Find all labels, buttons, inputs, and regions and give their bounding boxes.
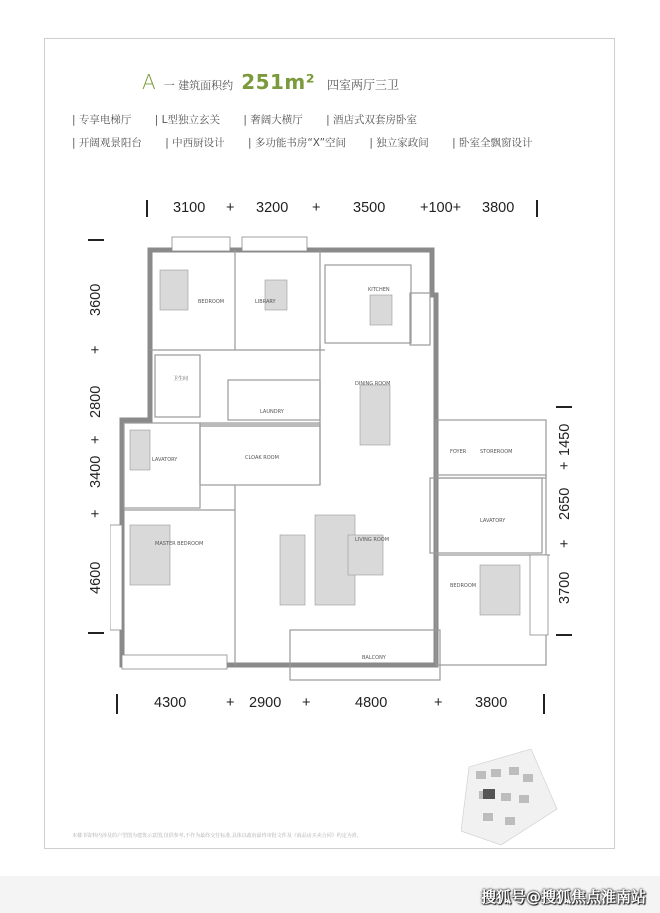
feature-item: | 奢阔大横厅 [243,114,303,126]
top-dim-3: 3500 [353,200,386,216]
right-dim-1: 1450 [557,423,573,456]
room-label-toilet: 卫生间 [173,376,189,382]
feature-item: | L型独立玄关 [154,114,220,126]
top-dim-1: 3100 [173,200,206,216]
top-dim-plus: + [226,200,235,216]
feature-item: | 开阔观景阳台 [72,137,142,149]
top-dim-4: +100+ [420,200,462,216]
floor-plan [110,225,550,685]
features-row-1 [72,112,437,127]
room-label-storeroom: STOREROOM [480,449,513,455]
feature-item: | 专享电梯厅 [72,114,132,126]
feature-item: | 卧室全飘窗设计 [452,137,533,149]
top-dim-5: 3800 [482,200,515,216]
watermark-bar [0,876,660,913]
left-dim-1: 3600 [88,283,104,316]
room-label-library: LIBRARY [255,299,276,305]
dim-tick [146,200,148,217]
bottom-dim-3: 4800 [355,695,388,711]
left-dim-4: 4600 [88,561,104,594]
bottom-dim-plus: + [226,695,235,711]
feature-item: | 酒店式双套房卧室 [326,114,417,126]
bottom-dim-1: 4300 [154,695,187,711]
layout-type: 四室两厅三卫 [327,78,400,92]
room-label-lavatory-right: LAVATORY [480,518,506,524]
room-label-balcony: BALCONY [362,655,386,661]
site-key-map [461,749,561,847]
highlight-unit [483,789,495,799]
bottom-dim-plus: + [434,695,443,711]
right-dim-2: 2650 [557,487,573,520]
dim-tick [88,239,104,241]
dim-tick [556,634,572,636]
left-dim-plus: + [88,435,104,444]
feature-item: | 多功能书房“X”空间 [247,137,347,149]
dim-tick [88,632,104,634]
feature-item: | 中西厨设计 [165,137,225,149]
room-label-cloak: CLOAK ROOM [245,455,279,461]
room-label-dining: DINING ROOM [355,381,391,387]
dim-tick [556,406,572,408]
room-label-bedroom-right: BEDROOM [450,583,477,589]
room-label-master: MASTER BEDROOM [155,541,204,547]
room-label-bedroom-top: BEDROOM [198,299,225,305]
plan-letter: A [142,70,156,94]
feature-item: | 独立家政间 [369,137,429,149]
area-label: 一 建筑面积约 [163,79,234,92]
bottom-dim-4: 3800 [475,695,508,711]
bottom-dim-2: 2900 [249,695,282,711]
room-label-lavatory-left: LAVATORY [152,457,178,463]
plan-header [142,70,399,94]
right-dim-3: 3700 [557,571,573,604]
left-dim-plus: + [88,509,104,518]
top-dim-plus: + [312,200,321,216]
left-dim-3: 3400 [88,455,104,488]
interior-walls [124,250,550,680]
dim-tick [543,694,545,714]
room-label-living: LIVING ROOM [355,537,390,543]
area-value: 251m² [241,70,316,94]
top-dim-2: 3200 [256,200,289,216]
room-label-laundry: LAUNDRY [260,409,284,415]
left-dim-2: 2800 [88,385,104,418]
disclaimer-text: 本楼书资料内涉及的户型图为建筑示意图,仅供参考,不作为最终交付标准,具体以政府最终审批文件及《商品房买卖合同》约定为准。 [72,833,362,839]
dim-tick [536,200,538,217]
room-label-kitchen: KITCHEN [368,287,390,293]
right-dim-plus: + [557,461,573,470]
dim-tick [116,694,118,714]
watermark-text: 搜狐号@搜狐焦点淮南站 [480,888,646,906]
room-label-foyer: FOYER [450,449,467,455]
right-dim-plus: + [557,539,573,548]
left-dim-plus: + [88,345,104,354]
bottom-dim-plus: + [302,695,311,711]
features-row-2 [72,135,552,150]
